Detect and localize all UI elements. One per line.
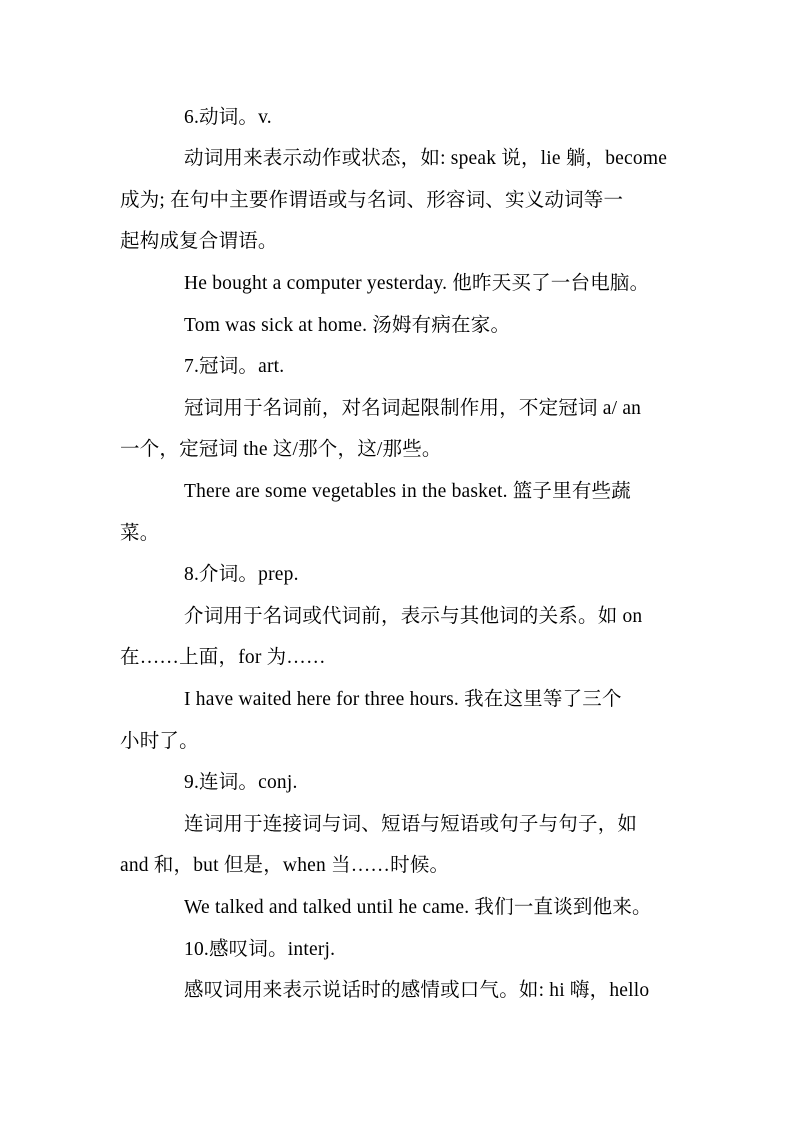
paragraph-line: 成为; 在句中主要作谓语或与名词、形容词、实义动词等一: [120, 190, 624, 211]
example-sentence: There are some vegetables in the basket. 篮子里有些蔬: [184, 481, 631, 502]
section-heading-verb: 6.动词。v.: [184, 107, 272, 128]
paragraph-line: and 和，but 但是，when 当……时候。: [120, 855, 450, 876]
paragraph-line: 介词用于名词或代词前，表示与其他词的关系。如 on: [184, 606, 643, 627]
paragraph-line: 动词用来表示动作或状态，如: speak 说，lie 躺，become: [184, 148, 668, 169]
example-sentence: 小时了。: [120, 731, 199, 752]
paragraph-line: 感叹词用来表示说话时的感情或口气。如: hi 嗨，hello: [184, 980, 650, 1001]
section-heading-interjection: 10.感叹词。interj.: [184, 939, 336, 960]
section-heading-conjunction: 9.连词。conj.: [184, 772, 298, 793]
example-sentence: He bought a computer yesterday. 他昨天买了一台电脑。: [184, 273, 650, 294]
example-sentence: 菜。: [120, 523, 160, 544]
example-sentence: I have waited here for three hours. 我在这里等了三个: [184, 689, 622, 710]
section-heading-preposition: 8.介词。prep.: [184, 564, 299, 585]
paragraph-line: 冠词用于名词前，对名词起限制作用，不定冠词 a/ an: [184, 398, 642, 419]
paragraph-line: 在……上面，for 为……: [120, 647, 326, 668]
paragraph-line: 起构成复合谓语。: [120, 231, 278, 252]
example-sentence: We talked and talked until he came. 我们一直谈到他来。: [184, 897, 652, 918]
section-heading-article: 7.冠词。art.: [184, 356, 285, 377]
paragraph-line: 连词用于连接词与词、短语与短语或句子与句子，如: [184, 814, 638, 835]
example-sentence: Tom was sick at home. 汤姆有病在家。: [184, 315, 511, 336]
paragraph-line: 一个，定冠词 the 这/那个，这/那些。: [120, 439, 442, 460]
